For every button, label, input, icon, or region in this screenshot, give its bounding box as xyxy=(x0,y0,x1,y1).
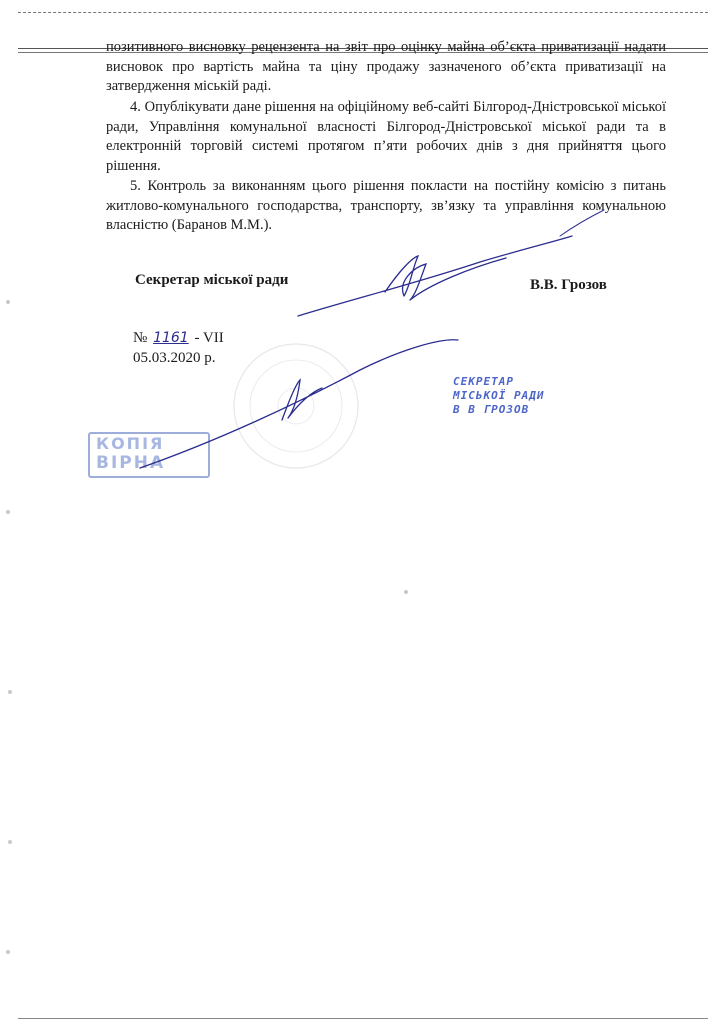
signatory-title: Секретар міської ради xyxy=(135,272,289,288)
signatory-name: В.В. Грозов xyxy=(530,277,607,293)
number-prefix: № xyxy=(133,330,148,346)
copy-stamp-line-2: ВІРНА xyxy=(96,453,166,473)
decision-date: 05.03.2020 р. xyxy=(133,350,216,366)
copy-stamp-line-1: КОПІЯ xyxy=(96,434,165,453)
scan-speck xyxy=(8,690,12,694)
continuation-paragraph: позитивного висновку рецензента на звіт про оцінку майна об’єкта приватизації надати висновок про вартість майна та ціну продажу зазначеного об’єкта приватизації на затвердження міській раді. xyxy=(106,39,666,94)
decision-number: 1161 xyxy=(153,330,189,346)
scan-speck xyxy=(404,590,408,594)
signature-stroke-icon xyxy=(298,236,572,316)
number-suffix: - VII xyxy=(194,330,224,346)
scan-speck xyxy=(6,510,10,514)
header-dashed-rule xyxy=(18,12,708,13)
scan-speck xyxy=(6,950,10,954)
scan-speck xyxy=(6,300,10,304)
item-5-paragraph: 5. Контроль за виконанням цього рішення покласти на постійну комісію з питань житлово-комунального господарства, транспорту, зв’язку та управління комунальною власністю (Баранов М.М.). xyxy=(106,178,666,233)
scan-speck xyxy=(8,840,12,844)
secretary-stamp xyxy=(453,375,544,417)
stamp-line-1: СЕКРЕТАР xyxy=(453,375,514,388)
round-seal-icon xyxy=(234,344,358,468)
true-copy-stamp xyxy=(88,432,210,478)
footer-rule xyxy=(18,1018,708,1019)
stamp-line-3: В В ГРОЗОВ xyxy=(453,403,530,416)
registration-block xyxy=(133,328,224,368)
stamp-line-2: МІСЬКОЇ РАДИ xyxy=(453,389,545,402)
item-4-paragraph: 4. Опублікувати дане рішення на офіційному веб-сайті Білгород-Дністровської міської ради, Управління комунальної власності Білгород-Дністровської міської ради та в електронній торговій системі протягом п’яти робочих днів з дня прийняття цього рішення. xyxy=(106,99,666,174)
